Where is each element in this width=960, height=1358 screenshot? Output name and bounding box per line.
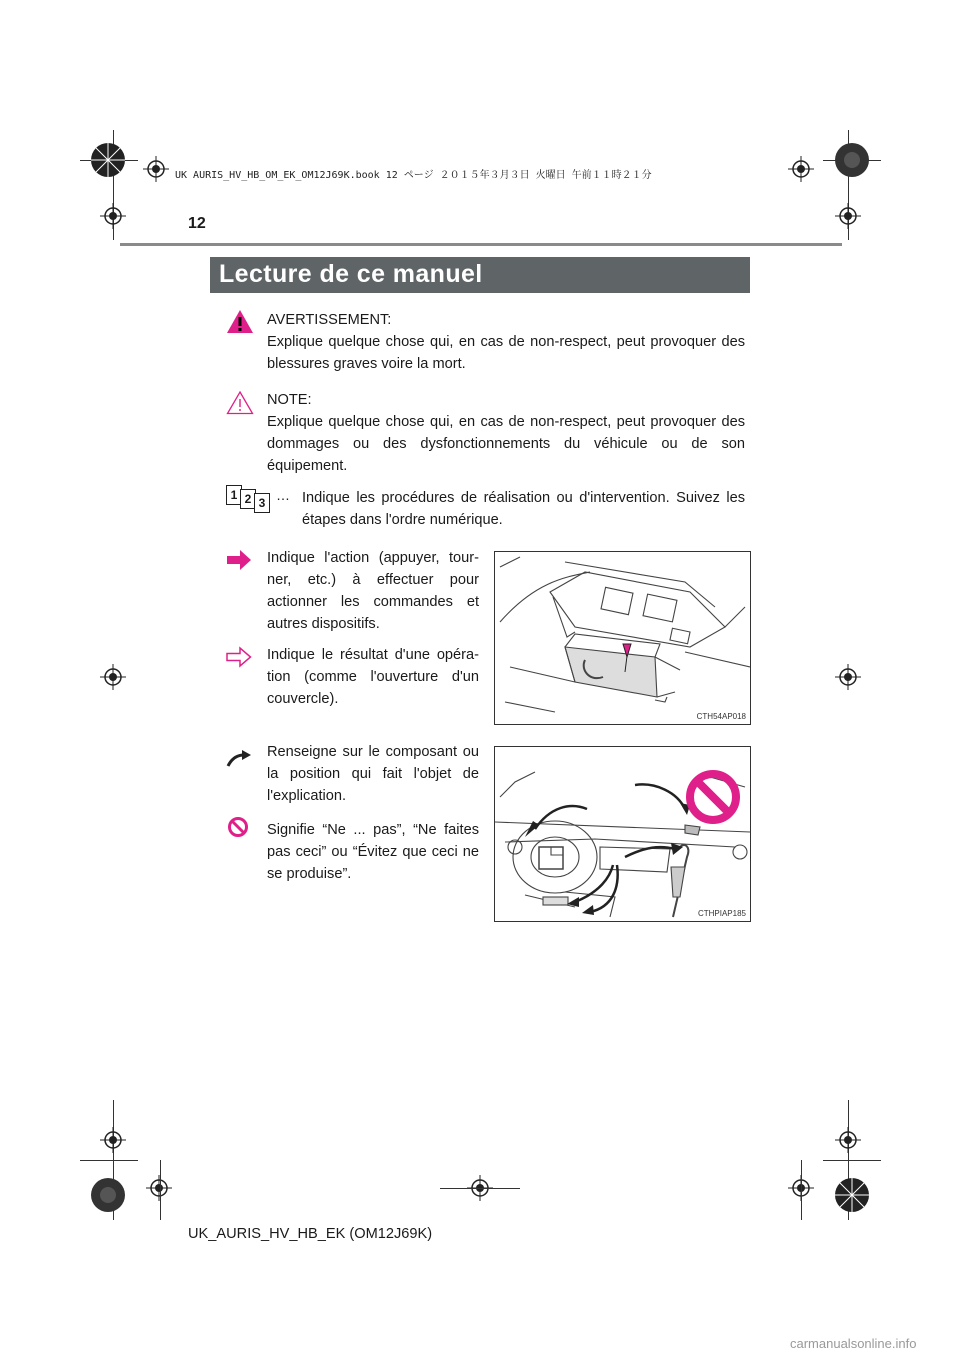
crosshair-mark-icon [100,203,126,229]
notice-text: Explique quelque chose qui, en cas de non-respect, peut provoquer des dommages ou des dysfonctionnements du véhicule ou de son équipement. [267,414,745,474]
print-header-strip: UK AURIS_HV_HB_OM_EK_OM12J69K.book 12 ページ ２０１５年３月３日 火曜日 午前１１時２１分 [175,170,652,181]
crosshair-mark-icon [146,1175,172,1201]
document-footer-code: UK_AURIS_HV_HB_EK (OM12J69K) [188,1226,433,1242]
crosshair-mark-icon [100,664,126,690]
registration-mark-icon [88,1175,128,1215]
registration-mark-icon [88,140,128,180]
section-title-bar [210,257,750,293]
component-text: Renseigne sur le composant ou la position qui fait l'objet de l'explication. [267,744,479,804]
registration-mark-icon [832,140,872,180]
numbered-steps-icon [226,485,296,513]
header-rule [120,243,842,246]
notice-block [267,389,745,477]
overhead-console-illustration [495,552,750,724]
result-text: Indique le résultat d'une opéra-tion (comme l'ouverture d'un couvercle). [267,647,479,707]
registration-mark-icon [832,1175,872,1215]
overhead-console-figure [494,551,751,725]
filled-warning-triangle-icon [226,309,254,334]
page-number: 12 [188,215,206,232]
step-number-1: 1 [226,485,242,505]
warning-block [267,309,745,375]
dashboard-figure [494,746,751,922]
dashboard-illustration [495,747,750,921]
figure-code: CTHPIAP185 [697,909,746,918]
action-text: Indique l'action (appuyer, tour-ner, etc.) à effectuer pour actionner les commandes et autres dispositifs. [267,550,479,632]
prohibited-text: Signifie “Ne ... pas”, “Ne faites pas ceci” ou “Évitez que ceci ne se produise”. [267,822,479,882]
watermark: carmanualsonline.info [790,1336,917,1351]
outline-arrow-icon [226,646,252,668]
notice-heading: NOTE: [267,392,312,408]
steps-text: Indique les procédures de réalisation ou d'intervention. Suivez les étapes dans l'ordre numérique. [302,490,745,528]
curved-pointer-arrow-icon [226,748,252,768]
crosshair-mark-icon [835,1127,861,1153]
warning-text: Explique quelque chose qui, en cas de non-respect, peut provoquer des blessures graves voire la mort. [267,334,745,372]
crosshair-mark-icon [835,664,861,690]
step-number-3: 3 [254,493,270,513]
prohibition-icon [227,816,249,838]
crosshair-mark-icon [788,156,814,182]
outline-warning-triangle-icon [226,390,254,415]
crosshair-mark-icon [100,1127,126,1153]
filled-arrow-icon [226,549,252,571]
crosshair-mark-icon [835,203,861,229]
step-number-2: 2 [240,489,256,509]
steps-ellipsis: … [276,487,290,503]
section-title: Lecture de ce manuel [219,260,483,288]
crosshair-mark-icon [143,156,169,182]
figure-code: CTH54AP018 [696,712,746,721]
warning-heading: AVERTISSEMENT: [267,312,392,328]
